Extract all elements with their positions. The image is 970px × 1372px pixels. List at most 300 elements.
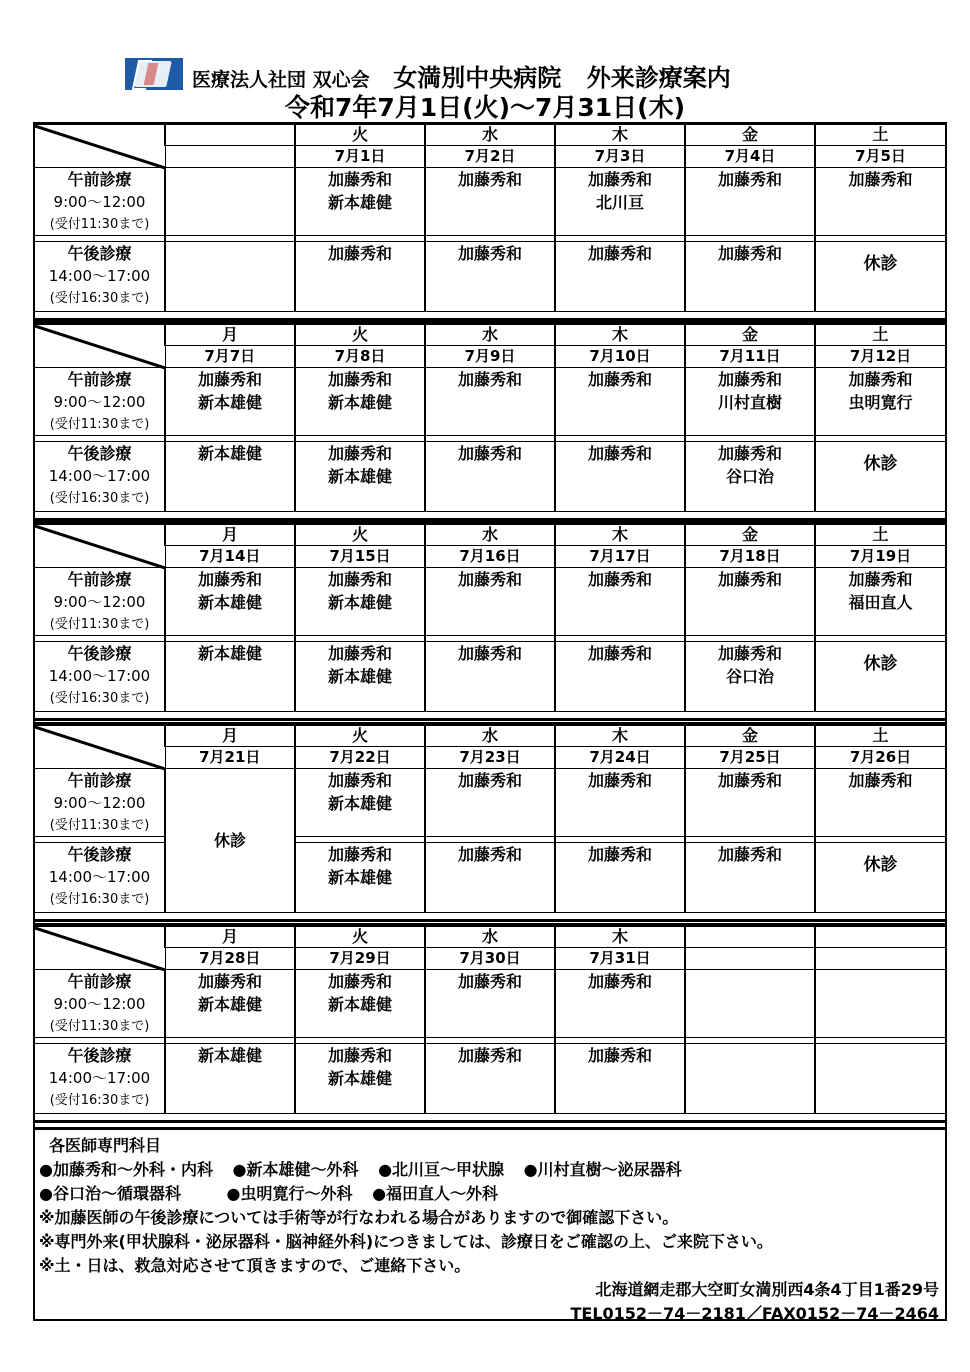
weekday-label: 土 bbox=[872, 726, 889, 745]
weekday-label: 木 bbox=[611, 125, 628, 144]
morning-doctor-cell bbox=[425, 368, 555, 436]
afternoon-label-cell bbox=[35, 642, 165, 712]
weekday-cell bbox=[425, 125, 555, 146]
date-label: 7月10日 bbox=[589, 347, 651, 365]
morning-doctor-cell bbox=[295, 368, 425, 436]
doctor-name: 加藤秀和 bbox=[717, 444, 782, 463]
doctor-name: 加藤秀和 bbox=[327, 1046, 392, 1065]
morning-title: 午前診療 bbox=[67, 771, 132, 790]
afternoon-hours: 14:00～17:00 bbox=[48, 868, 151, 886]
morning-row bbox=[35, 970, 945, 1038]
doctor-name: 加藤秀和 bbox=[717, 845, 782, 864]
doctor-name: 加藤秀和 bbox=[717, 244, 782, 263]
weekday-label: 土 bbox=[872, 125, 889, 144]
doctor-name: 新本雄健 bbox=[197, 644, 262, 663]
morning-doctor-cell bbox=[815, 568, 945, 636]
doctor-name: 加藤秀和 bbox=[587, 771, 652, 790]
afternoon-doctor-cell bbox=[425, 1044, 555, 1114]
afternoon-doctor-cell bbox=[685, 642, 815, 712]
morning-doctor-cell bbox=[165, 970, 295, 1038]
hospital-address: 北海道網走郡大空町女満別西4条4丁目1番29号 bbox=[595, 1280, 939, 1299]
weekday-cell bbox=[815, 325, 945, 346]
afternoon-doctor-cell bbox=[685, 1044, 815, 1114]
weekday-label: 木 bbox=[611, 726, 628, 745]
morning-title: 午前診療 bbox=[67, 370, 132, 389]
morning-doctor-cell bbox=[815, 168, 945, 236]
morning-row bbox=[35, 769, 945, 837]
specialty-item: ●虫明寛行～外科 bbox=[226, 1184, 353, 1203]
afternoon-doctor-cell bbox=[295, 242, 425, 312]
date-label: 7月14日 bbox=[199, 547, 261, 565]
specialty-item: ●川村直樹～泌尿器科 bbox=[523, 1160, 682, 1179]
date-label: 7月16日 bbox=[459, 547, 521, 565]
afternoon-doctor-cell bbox=[685, 442, 815, 512]
afternoon-doctor-cell bbox=[425, 843, 555, 913]
weekday-label: 金 bbox=[741, 125, 758, 144]
afternoon-label-cell bbox=[35, 1044, 165, 1114]
afternoon-hours: 14:00～17:00 bbox=[48, 267, 151, 285]
hospital-logo-icon bbox=[125, 58, 183, 90]
afternoon-doctor-cell bbox=[555, 442, 685, 512]
specialties-row-2 bbox=[39, 1181, 512, 1204]
morning-doctor-cell bbox=[425, 970, 555, 1038]
weekday-label: 木 bbox=[611, 325, 628, 344]
afternoon-reception: (受付16:30まで) bbox=[49, 691, 150, 706]
afternoon-label-cell bbox=[35, 242, 165, 312]
date-cell bbox=[815, 948, 945, 970]
weekday-label: 月 bbox=[221, 525, 238, 544]
specialty-item: ●新本雄健～外科 bbox=[232, 1160, 359, 1179]
date-cell bbox=[555, 948, 685, 970]
weekday-cell bbox=[295, 726, 425, 747]
morning-doctor-cell bbox=[685, 368, 815, 436]
date-cell bbox=[295, 346, 425, 368]
morning-title: 午前診療 bbox=[67, 570, 132, 589]
date-cell bbox=[165, 346, 295, 368]
organization-name: 医療法人社団 双心会 bbox=[192, 69, 370, 91]
date-cell bbox=[685, 146, 815, 168]
afternoon-doctor-cell bbox=[815, 1044, 945, 1114]
doctor-name: 加藤秀和 bbox=[457, 771, 522, 790]
morning-title: 午前診療 bbox=[67, 170, 132, 189]
afternoon-doctor-cell bbox=[685, 843, 815, 913]
doctor-name: 加藤秀和 bbox=[457, 444, 522, 463]
afternoon-doctor-cell bbox=[815, 843, 945, 913]
doctor-name: 新本雄健 bbox=[327, 1069, 392, 1088]
weekday-label: 土 bbox=[872, 525, 889, 544]
date-label: 7月22日 bbox=[329, 748, 391, 766]
weekday-cell bbox=[165, 325, 295, 346]
date-cell bbox=[685, 948, 815, 970]
doctor-name: 谷口治 bbox=[725, 667, 774, 686]
closed-label: 休診 bbox=[863, 855, 898, 875]
notes-section bbox=[35, 1127, 945, 1322]
doctor-name: 加藤秀和 bbox=[587, 444, 652, 463]
doctor-name: 新本雄健 bbox=[327, 393, 392, 412]
full-day-closed-cell bbox=[165, 769, 295, 913]
morning-hours: 9:00～12:00 bbox=[53, 794, 146, 812]
date-label: 7月18日 bbox=[719, 547, 781, 565]
afternoon-doctor-cell bbox=[425, 442, 555, 512]
afternoon-doctor-cell bbox=[425, 242, 555, 312]
doctor-name: 加藤秀和 bbox=[587, 972, 652, 991]
weekday-label: 火 bbox=[351, 125, 368, 144]
afternoon-doctor-cell bbox=[555, 242, 685, 312]
date-label: 7月17日 bbox=[589, 547, 651, 565]
schedule-period: 令和7年7月1日(火)～7月31日(木) bbox=[284, 93, 686, 122]
doctor-name: 加藤秀和 bbox=[327, 845, 392, 864]
morning-doctor-cell bbox=[295, 568, 425, 636]
doctor-name: 加藤秀和 bbox=[457, 644, 522, 663]
morning-doctor-cell bbox=[425, 168, 555, 236]
doctor-name: 新本雄健 bbox=[197, 393, 262, 412]
weekday-label: 火 bbox=[351, 726, 368, 745]
morning-doctor-cell bbox=[425, 769, 555, 837]
date-cell bbox=[295, 948, 425, 970]
doctor-name: 新本雄健 bbox=[327, 868, 392, 887]
contact-numbers: TEL0152－74－2181／FAX0152－74－2464 bbox=[570, 1304, 939, 1323]
doctor-name: 新本雄健 bbox=[197, 1046, 262, 1065]
morning-hours: 9:00～12:00 bbox=[53, 393, 146, 411]
afternoon-title: 午後診療 bbox=[67, 444, 132, 463]
weekday-cell bbox=[685, 927, 815, 948]
weekday-label: 金 bbox=[741, 726, 758, 745]
afternoon-row bbox=[35, 1044, 945, 1114]
remark: ※加藤医師の午後診療については手術等が行なわれる場合がありますので御確認下さい。 bbox=[39, 1208, 679, 1227]
weekday-cell bbox=[815, 125, 945, 146]
specialty-item: ●谷口治～循環器科 bbox=[39, 1184, 181, 1203]
doctor-name: 新本雄健 bbox=[327, 667, 392, 686]
morning-doctor-cell bbox=[555, 168, 685, 236]
doctor-name: 新本雄健 bbox=[327, 593, 392, 612]
weekday-row bbox=[35, 125, 945, 146]
doctor-name: 加藤秀和 bbox=[848, 370, 913, 389]
weekday-label: 月 bbox=[221, 325, 238, 344]
afternoon-doctor-cell bbox=[165, 1044, 295, 1114]
afternoon-doctor-cell bbox=[555, 642, 685, 712]
date-label: 7月8日 bbox=[334, 347, 386, 365]
doctor-name: 加藤秀和 bbox=[457, 370, 522, 389]
morning-hours: 9:00～12:00 bbox=[53, 193, 146, 211]
morning-hours: 9:00～12:00 bbox=[53, 995, 146, 1013]
weekday-label: 木 bbox=[611, 927, 628, 946]
week-block bbox=[35, 521, 945, 721]
week-block bbox=[35, 923, 945, 1123]
doctor-name: 加藤秀和 bbox=[848, 570, 913, 589]
weekday-label: 火 bbox=[351, 325, 368, 344]
weekday-cell bbox=[555, 325, 685, 346]
weekday-row bbox=[35, 525, 945, 546]
weekday-cell bbox=[295, 525, 425, 546]
weekday-cell bbox=[685, 325, 815, 346]
afternoon-label-cell bbox=[35, 442, 165, 512]
doctor-name: 加藤秀和 bbox=[457, 244, 522, 263]
afternoon-doctor-cell bbox=[165, 642, 295, 712]
doctor-name: 加藤秀和 bbox=[587, 845, 652, 864]
weekday-label: 月 bbox=[221, 927, 238, 946]
weekday-cell bbox=[295, 927, 425, 948]
doctor-name: 加藤秀和 bbox=[327, 644, 392, 663]
weekday-cell bbox=[815, 726, 945, 747]
weekday-cell bbox=[815, 525, 945, 546]
weekday-cell bbox=[295, 325, 425, 346]
doctor-name: 加藤秀和 bbox=[457, 170, 522, 189]
morning-doctor-cell bbox=[815, 769, 945, 837]
doctor-name: 加藤秀和 bbox=[848, 170, 913, 189]
doctor-name: 新本雄健 bbox=[327, 794, 392, 813]
morning-doctor-cell bbox=[295, 168, 425, 236]
date-label: 7月7日 bbox=[204, 347, 256, 365]
week-table bbox=[35, 524, 945, 712]
morning-doctor-cell bbox=[425, 568, 555, 636]
afternoon-row bbox=[35, 442, 945, 512]
morning-label-cell bbox=[35, 168, 165, 236]
doctor-name: 新本雄健 bbox=[327, 995, 392, 1014]
weekday-label: 土 bbox=[872, 325, 889, 344]
specialty-item: ●福田直人～外科 bbox=[372, 1184, 499, 1203]
closed-label: 休診 bbox=[863, 454, 898, 474]
afternoon-doctor-cell bbox=[295, 442, 425, 512]
date-label: 7月26日 bbox=[849, 748, 912, 766]
morning-doctor-cell bbox=[165, 568, 295, 636]
date-label: 7月21日 bbox=[199, 748, 261, 766]
weekday-cell bbox=[555, 927, 685, 948]
date-row bbox=[35, 546, 945, 568]
week-block bbox=[35, 124, 945, 321]
afternoon-reception: (受付16:30まで) bbox=[49, 892, 150, 907]
weekday-label: 火 bbox=[351, 927, 368, 946]
weekday-cell bbox=[295, 125, 425, 146]
afternoon-row bbox=[35, 242, 945, 312]
morning-reception: (受付11:30まで) bbox=[49, 617, 150, 632]
morning-doctor-cell bbox=[815, 368, 945, 436]
doctor-name: 加藤秀和 bbox=[327, 771, 392, 790]
date-cell bbox=[815, 346, 945, 368]
date-cell bbox=[295, 146, 425, 168]
doctor-name: 新本雄健 bbox=[327, 467, 392, 486]
date-label: 7月5日 bbox=[855, 147, 906, 165]
morning-label-cell bbox=[35, 970, 165, 1038]
date-cell bbox=[555, 747, 685, 769]
weekday-cell bbox=[165, 927, 295, 948]
hospital-name: 女満別中央病院 bbox=[393, 64, 562, 92]
doctor-name: 加藤秀和 bbox=[587, 370, 652, 389]
date-label: 7月28日 bbox=[199, 949, 261, 967]
weekday-cell bbox=[425, 927, 555, 948]
diagonal-line-icon bbox=[35, 525, 165, 569]
closed-label: 休診 bbox=[213, 831, 246, 850]
doctor-name: 新本雄健 bbox=[197, 593, 262, 612]
morning-doctor-cell bbox=[165, 168, 295, 236]
morning-doctor-cell bbox=[295, 970, 425, 1038]
corner-cell bbox=[35, 525, 165, 568]
afternoon-label-cell bbox=[35, 843, 165, 913]
doctor-name: 加藤秀和 bbox=[587, 1046, 652, 1065]
doctor-name: 加藤秀和 bbox=[587, 644, 652, 663]
doctor-name: 加藤秀和 bbox=[197, 972, 262, 991]
doctor-name: 加藤秀和 bbox=[457, 1046, 522, 1065]
week-block bbox=[35, 722, 945, 922]
morning-doctor-cell bbox=[165, 368, 295, 436]
morning-row bbox=[35, 168, 945, 236]
afternoon-hours: 14:00～17:00 bbox=[48, 667, 151, 685]
date-label: 7月31日 bbox=[589, 949, 651, 967]
date-label: 7月2日 bbox=[464, 147, 516, 165]
date-cell bbox=[425, 747, 555, 769]
weekday-label: 水 bbox=[481, 726, 498, 745]
afternoon-doctor-cell bbox=[555, 1044, 685, 1114]
date-cell bbox=[815, 747, 945, 769]
doctor-name: 加藤秀和 bbox=[587, 570, 652, 589]
afternoon-doctor-cell bbox=[685, 242, 815, 312]
corner-cell bbox=[35, 726, 165, 769]
remark: ※専門外来(甲状腺科・泌尿器科・脳神経外科)につきましては、診療日をご確認の上、ご来院下さい。 bbox=[39, 1232, 773, 1251]
afternoon-row bbox=[35, 642, 945, 712]
weekday-cell bbox=[165, 525, 295, 546]
date-cell bbox=[165, 546, 295, 568]
doctor-name: 加藤秀和 bbox=[457, 570, 522, 589]
diagonal-line-icon bbox=[35, 125, 165, 169]
morning-label-cell bbox=[35, 769, 165, 837]
date-cell bbox=[165, 747, 295, 769]
week-table bbox=[35, 926, 945, 1114]
doctor-name: 加藤秀和 bbox=[587, 244, 652, 263]
date-cell bbox=[555, 546, 685, 568]
week-block bbox=[35, 321, 945, 521]
morning-row bbox=[35, 368, 945, 436]
doctor-name: 加藤秀和 bbox=[327, 972, 392, 991]
doctor-name: 北川亘 bbox=[595, 193, 644, 212]
diagonal-line-icon bbox=[35, 726, 165, 770]
weekday-cell bbox=[425, 525, 555, 546]
date-label: 7月19日 bbox=[849, 547, 912, 565]
remark: ※土・日は、救急対応させて頂きますので、ご連絡下さい。 bbox=[39, 1256, 471, 1275]
diagonal-line-icon bbox=[35, 927, 165, 971]
weekday-cell bbox=[165, 726, 295, 747]
morning-label-cell bbox=[35, 368, 165, 436]
date-cell bbox=[685, 747, 815, 769]
afternoon-title: 午後診療 bbox=[67, 1046, 132, 1065]
date-row bbox=[35, 747, 945, 769]
doctor-name: 加藤秀和 bbox=[717, 771, 782, 790]
date-label: 7月4日 bbox=[724, 147, 776, 165]
corner-cell bbox=[35, 325, 165, 368]
afternoon-reception: (受付16:30まで) bbox=[49, 1093, 150, 1108]
morning-doctor-cell bbox=[685, 568, 815, 636]
date-label: 7月15日 bbox=[329, 547, 391, 565]
afternoon-reception: (受付16:30まで) bbox=[49, 491, 150, 506]
week-table bbox=[35, 725, 945, 913]
date-cell bbox=[815, 146, 945, 168]
morning-doctor-cell bbox=[815, 970, 945, 1038]
doctor-name: 加藤秀和 bbox=[848, 771, 913, 790]
doctor-name: 加藤秀和 bbox=[197, 570, 262, 589]
date-cell bbox=[555, 346, 685, 368]
afternoon-doctor-cell bbox=[295, 843, 425, 913]
corner-cell bbox=[35, 125, 165, 168]
afternoon-reception: (受付16:30まで) bbox=[49, 291, 150, 306]
weekday-label: 水 bbox=[481, 325, 498, 344]
date-cell bbox=[815, 546, 945, 568]
date-label: 7月24日 bbox=[589, 748, 651, 766]
doctor-name: 新本雄健 bbox=[197, 444, 262, 463]
afternoon-doctor-cell bbox=[815, 442, 945, 512]
afternoon-hours: 14:00～17:00 bbox=[48, 1069, 151, 1087]
morning-reception: (受付11:30まで) bbox=[49, 818, 150, 833]
closed-label: 休診 bbox=[863, 254, 898, 274]
page-header bbox=[0, 52, 970, 122]
afternoon-doctor-cell bbox=[815, 242, 945, 312]
date-cell bbox=[425, 146, 555, 168]
afternoon-doctor-cell bbox=[555, 843, 685, 913]
document-title: 外来診療案内 bbox=[586, 64, 731, 92]
date-cell bbox=[425, 546, 555, 568]
specialties-row-1 bbox=[39, 1157, 696, 1180]
corner-cell bbox=[35, 927, 165, 970]
weekday-label: 金 bbox=[741, 325, 758, 344]
date-cell bbox=[425, 346, 555, 368]
weekday-label: 火 bbox=[351, 525, 368, 544]
doctor-name: 加藤秀和 bbox=[327, 444, 392, 463]
doctor-name: 加藤秀和 bbox=[717, 170, 782, 189]
afternoon-title: 午後診療 bbox=[67, 845, 132, 864]
date-cell bbox=[295, 546, 425, 568]
morning-doctor-cell bbox=[555, 368, 685, 436]
date-cell bbox=[295, 747, 425, 769]
doctor-name: 加藤秀和 bbox=[327, 170, 392, 189]
morning-reception: (受付11:30まで) bbox=[49, 217, 150, 232]
weekday-cell bbox=[425, 325, 555, 346]
weekday-cell bbox=[815, 927, 945, 948]
weekday-cell bbox=[165, 125, 295, 146]
weekday-cell bbox=[555, 525, 685, 546]
date-label: 7月30日 bbox=[459, 949, 521, 967]
date-cell bbox=[685, 346, 815, 368]
date-row bbox=[35, 146, 945, 168]
specialty-item: ●北川亘～甲状腺 bbox=[378, 1160, 505, 1179]
morning-doctor-cell bbox=[295, 769, 425, 837]
doctor-name: 新本雄健 bbox=[327, 193, 392, 212]
doctor-name: 谷口治 bbox=[725, 467, 774, 486]
weekday-label: 金 bbox=[741, 525, 758, 544]
date-label: 7月9日 bbox=[464, 347, 516, 365]
date-cell bbox=[165, 948, 295, 970]
doctor-name: 加藤秀和 bbox=[457, 972, 522, 991]
weekday-row bbox=[35, 927, 945, 948]
doctor-name: 虫明寛行 bbox=[848, 393, 913, 412]
weekday-cell bbox=[685, 125, 815, 146]
morning-reception: (受付11:30まで) bbox=[49, 1019, 150, 1034]
morning-doctor-cell bbox=[555, 970, 685, 1038]
afternoon-doctor-cell bbox=[425, 642, 555, 712]
morning-hours: 9:00～12:00 bbox=[53, 593, 146, 611]
date-label: 7月12日 bbox=[849, 347, 912, 365]
morning-label-cell bbox=[35, 568, 165, 636]
weekday-cell bbox=[685, 726, 815, 747]
afternoon-hours: 14:00～17:00 bbox=[48, 467, 151, 485]
morning-row bbox=[35, 568, 945, 636]
notes-heading: 各医師専門科目 bbox=[49, 1136, 162, 1155]
weekday-cell bbox=[555, 125, 685, 146]
doctor-name: 加藤秀和 bbox=[327, 370, 392, 389]
morning-doctor-cell bbox=[555, 769, 685, 837]
doctor-name: 加藤秀和 bbox=[327, 244, 392, 263]
doctor-name: 川村直樹 bbox=[717, 393, 782, 412]
afternoon-doctor-cell bbox=[165, 242, 295, 312]
afternoon-doctor-cell bbox=[295, 1044, 425, 1114]
date-cell bbox=[165, 146, 295, 168]
date-label: 7月23日 bbox=[459, 748, 521, 766]
